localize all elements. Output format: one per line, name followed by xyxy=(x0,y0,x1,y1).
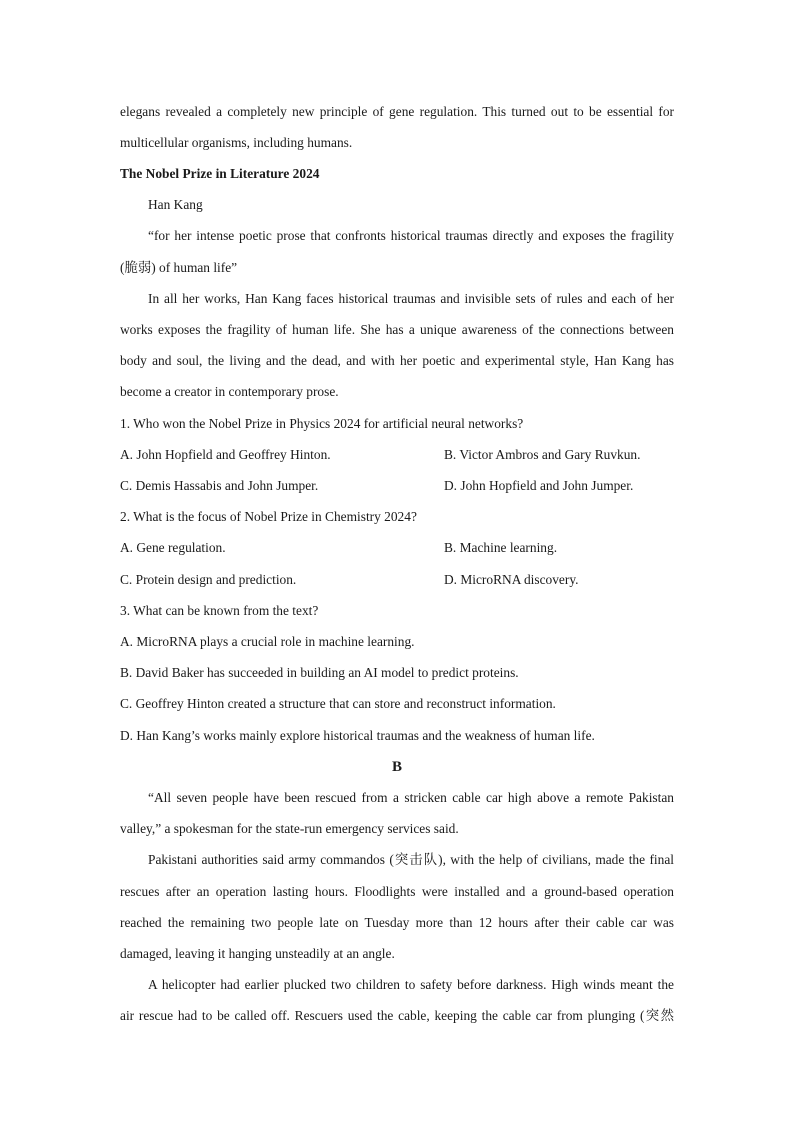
continuation-line-2: multicellular organisms, including humans. xyxy=(120,135,353,150)
question-3-stem: 3. What can be known from the text? xyxy=(120,603,319,618)
literature-body-line-1: In all her works, Han Kang faces historical traumas and invisible sets of rules and each of her xyxy=(148,291,674,306)
passage-b-p1-line-1: “All seven people have been rescued from a stricken cable car high above a remote Pakistan xyxy=(148,790,674,805)
question-3-option-d: D. Han Kang’s works mainly explore historical traumas and the weakness of human life. xyxy=(120,728,595,743)
literature-citation-line-2: (脆弱) of human life” xyxy=(120,260,238,275)
question-2-stem: 2. What is the focus of Nobel Prize in Chemistry 2024? xyxy=(120,509,417,524)
question-2-option-b: B. Machine learning. xyxy=(444,540,558,555)
literature-laureate: Han Kang xyxy=(148,197,203,212)
question-1-option-d: D. John Hopfield and John Jumper. xyxy=(444,478,634,493)
question-2-option-c: C. Protein design and prediction. xyxy=(120,572,297,587)
literature-body-line-4: become a creator in contemporary prose. xyxy=(120,384,339,399)
passage-b-p3-line-2: air rescue had to be called off. Rescuers used the cable, keeping the cable car from plunging (突然 xyxy=(120,1008,674,1023)
question-3-option-a: A. MicroRNA plays a crucial role in machine learning. xyxy=(120,634,415,649)
question-1-option-a: A. John Hopfield and Geoffrey Hinton. xyxy=(120,447,331,462)
passage-b-p2-line-3: reached the remaining two people late on Tuesday more than 12 hours after their cable car was xyxy=(120,915,674,930)
question-1-stem: 1. Who won the Nobel Prize in Physics 2024 for artificial neural networks? xyxy=(120,416,524,431)
question-3-option-c: C. Geoffrey Hinton created a structure that can store and reconstruct information. xyxy=(120,696,556,711)
literature-heading: The Nobel Prize in Literature 2024 xyxy=(120,166,320,181)
literature-citation-line-1: “for her intense poetic prose that confronts historical traumas directly and exposes the fragility xyxy=(148,228,674,243)
passage-b-p2-line-1: Pakistani authorities said army commandos (突击队), with the help of civilians, made the final xyxy=(148,852,674,867)
passage-b-heading: B xyxy=(391,759,402,775)
passage-b-p2-line-2: rescues after an operation lasting hours. Floodlights were installed and a ground-based operation xyxy=(120,884,674,899)
literature-body-line-3: body and soul, the living and the dead, and with her poetic and experimental style, Han Kang has xyxy=(120,353,674,368)
question-2-option-a: A. Gene regulation. xyxy=(120,540,226,555)
passage-b-p3-line-1: A helicopter had earlier plucked two children to safety before darkness. High winds meant the xyxy=(148,977,674,992)
question-2-option-d: D. MicroRNA discovery. xyxy=(444,572,579,587)
literature-body-line-2: works exposes the fragility of human life. She has a unique awareness of the connections between xyxy=(120,322,674,337)
question-1-option-b: B. Victor Ambros and Gary Ruvkun. xyxy=(444,447,641,462)
continuation-line-1: elegans revealed a completely new principle of gene regulation. This turned out to be essential for xyxy=(120,104,674,119)
passage-b-p2-line-4: damaged, leaving it hanging unsteadily at an angle. xyxy=(120,946,395,961)
passage-b-p1-line-2: valley,” a spokesman for the state-run emergency services said. xyxy=(120,821,459,836)
question-3-option-b: B. David Baker has succeeded in building an AI model to predict proteins. xyxy=(120,665,519,680)
question-1-option-c: C. Demis Hassabis and John Jumper. xyxy=(120,478,319,493)
